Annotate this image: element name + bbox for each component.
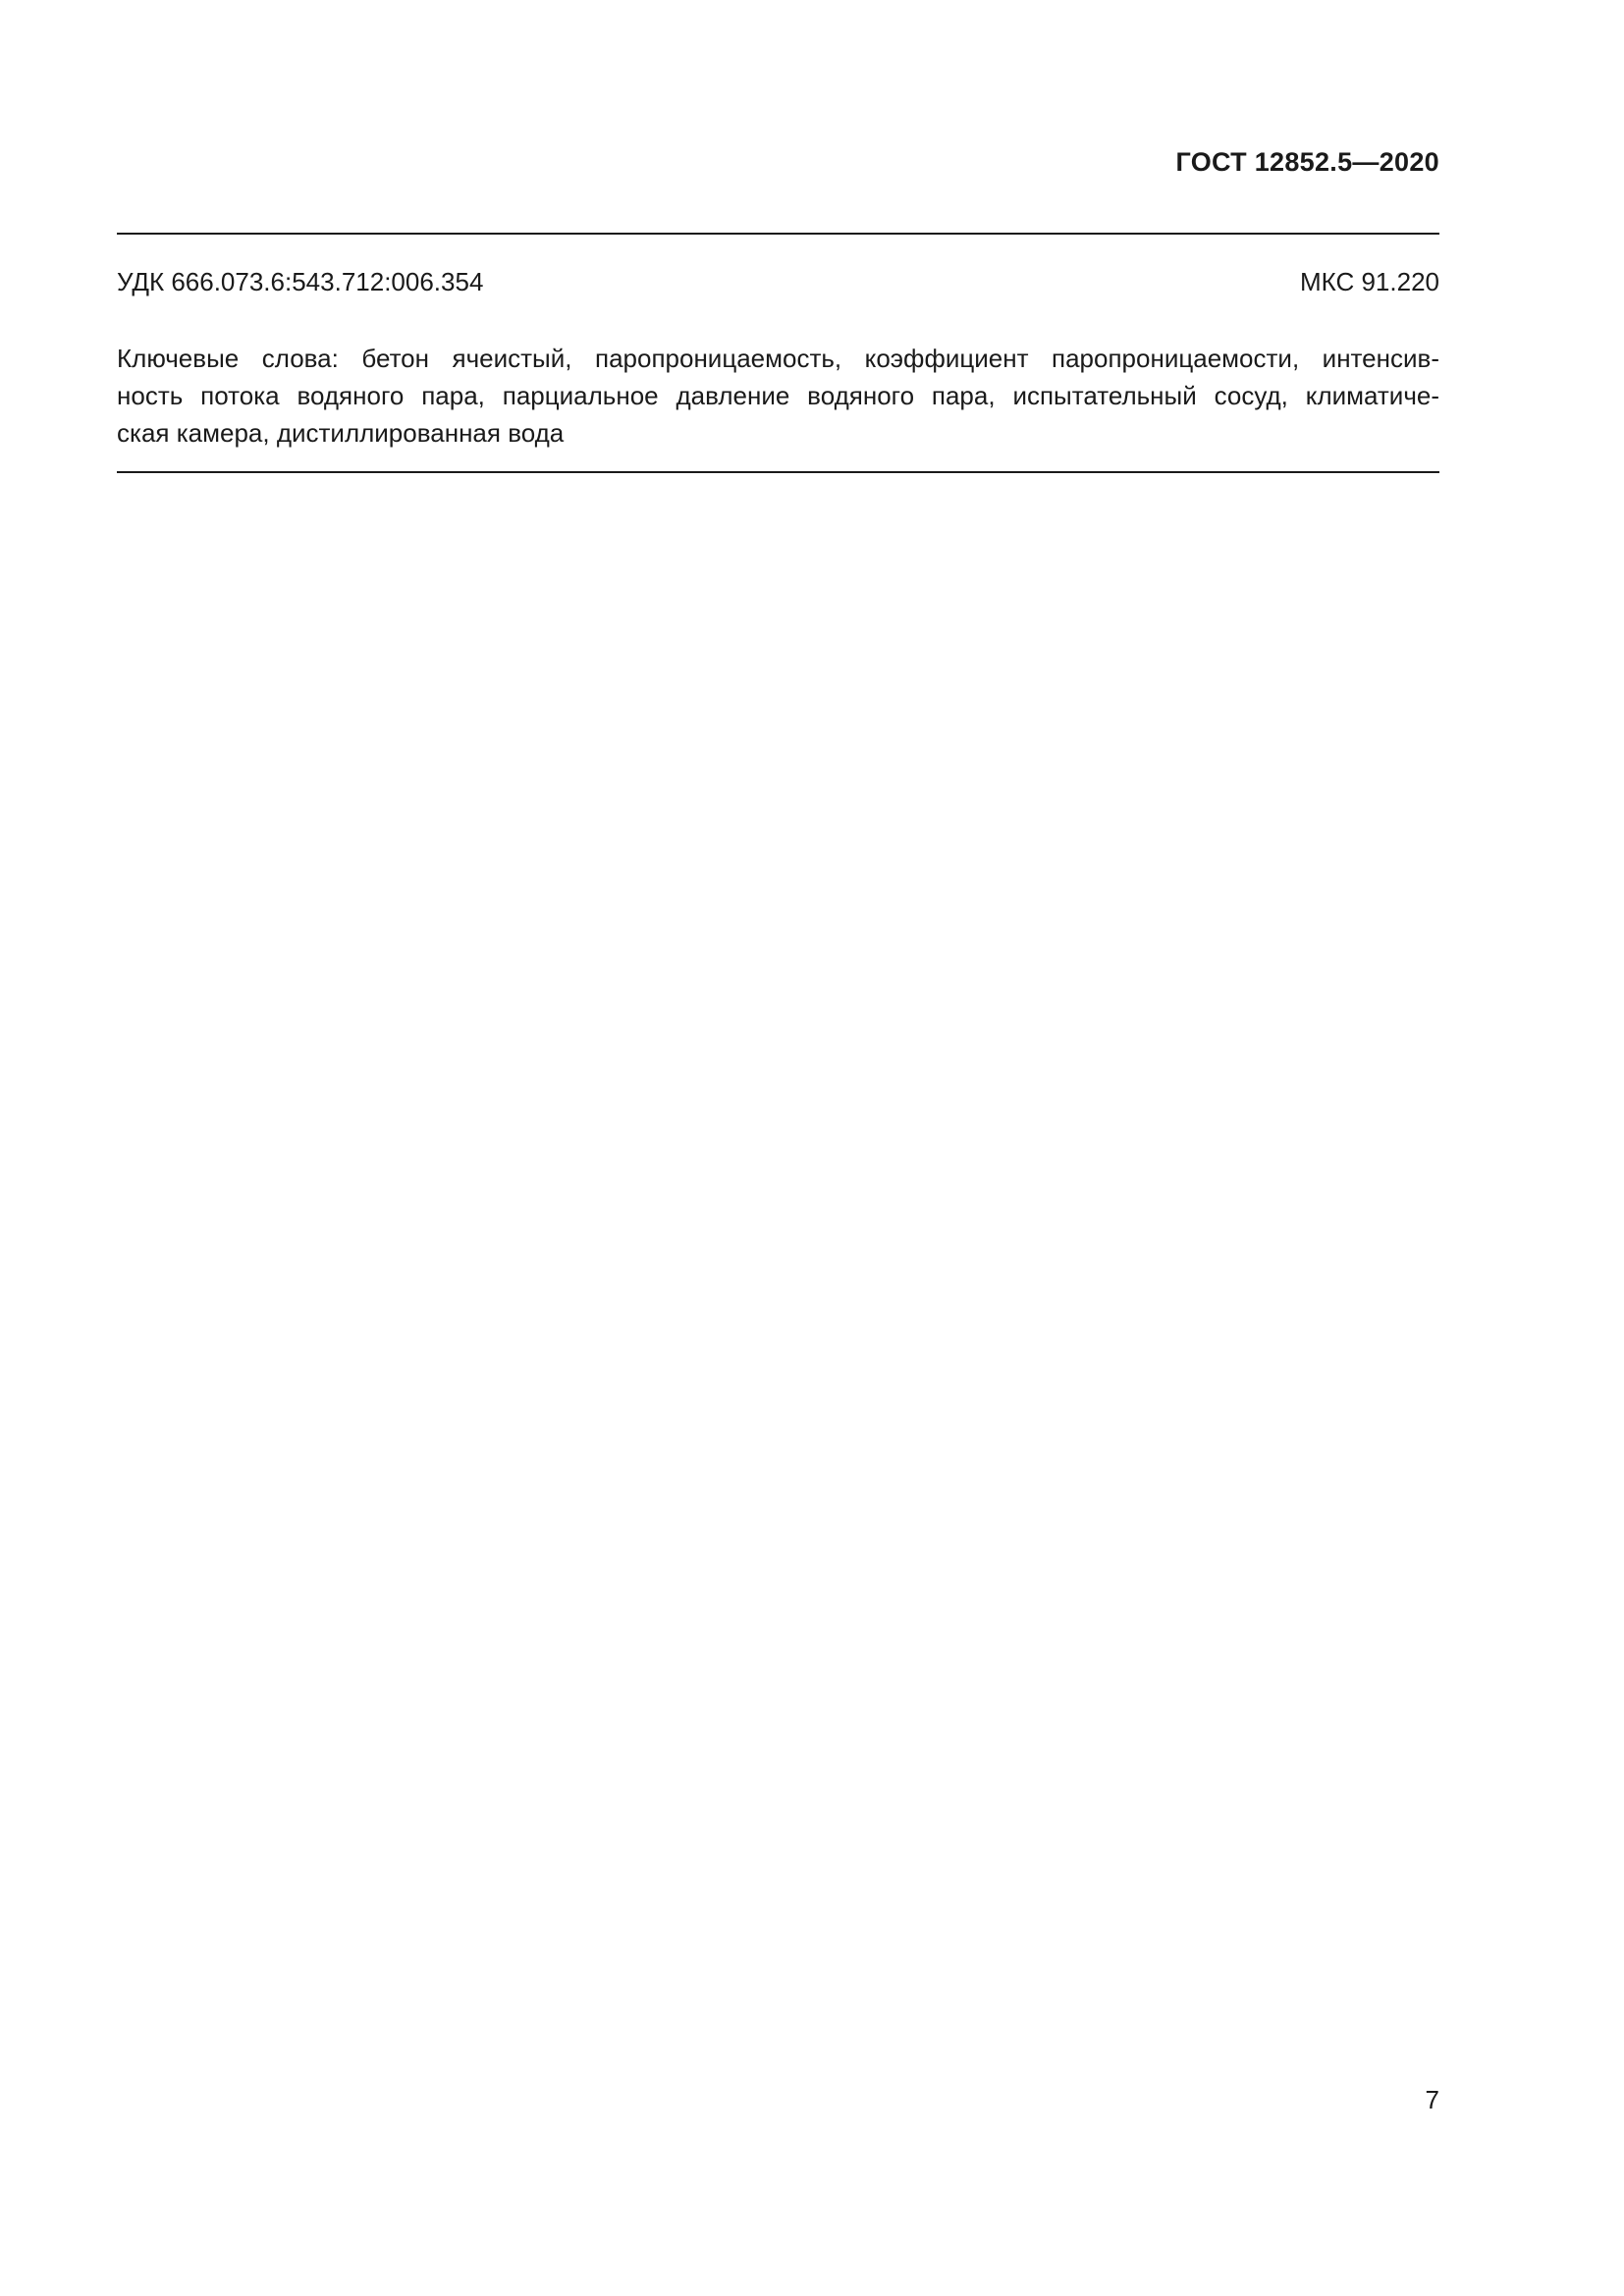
page-number: 7 (1425, 2085, 1439, 2114)
ics-code: МКС 91.220 (1299, 267, 1439, 296)
bottom-divider (117, 471, 1439, 473)
udc-code: УДК 666.073.6:543.712:006.354 (117, 267, 484, 296)
keywords-line: ность потока водяного пара, парциальное давление водяного пара, испытательный сосуд, климатиче- (117, 381, 1439, 410)
keywords-line: Ключевые слова: бетон ячеистый, паропроницаемость, коэффициент паропроницаемости, интенсив- (117, 344, 1439, 373)
document-code: ГОСТ 12852.5—2020 (1175, 147, 1439, 177)
keywords-paragraph (117, 340, 1439, 452)
classification-row (117, 267, 1439, 297)
top-divider (117, 233, 1439, 235)
keywords-line: ская камера, дистиллированная вода (117, 418, 565, 448)
